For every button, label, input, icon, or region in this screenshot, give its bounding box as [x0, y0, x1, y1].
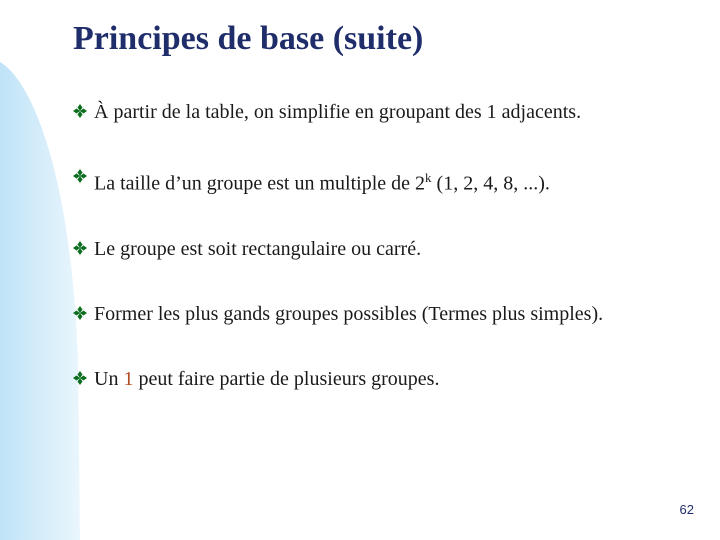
- bullet-text: Le groupe est soit rectangulaire ou carré.: [94, 237, 422, 260]
- page-number: 62: [679, 502, 694, 517]
- bullet-text-continued: peut faire partie de plusieurs groupes.: [133, 367, 440, 390]
- highlighted-one: 1: [123, 367, 134, 390]
- bullet-text: Un: [94, 367, 124, 390]
- slide-title: Principes de base (suite): [73, 20, 424, 57]
- four-diamond-bullet-icon: [72, 101, 88, 121]
- four-diamond-bullet-icon: [72, 166, 88, 186]
- bullet-item: [72, 100, 702, 125]
- decorative-side-band: [0, 62, 80, 540]
- four-diamond-bullet-icon: [72, 368, 88, 388]
- four-diamond-bullet-icon: [72, 238, 88, 258]
- superscript-exponent: k: [425, 170, 432, 185]
- bullet-item: [72, 302, 634, 327]
- bullet-text-continued: (1, 2, 4, 8, ...).: [431, 172, 550, 195]
- bullet-text: À partir de la table, on simplifie en groupant des 1 adjacents.: [94, 101, 582, 123]
- bullet-item: [72, 237, 702, 262]
- bullet-text: La taille d’un groupe est un multiple de 2: [94, 172, 426, 195]
- bullet-item: [72, 165, 702, 197]
- bullet-text: Former les plus gands groupes possibles (Termes plus simples).: [94, 302, 604, 325]
- bullet-list: [72, 100, 702, 432]
- four-diamond-bullet-icon: [72, 303, 88, 323]
- bullet-item: [72, 367, 702, 392]
